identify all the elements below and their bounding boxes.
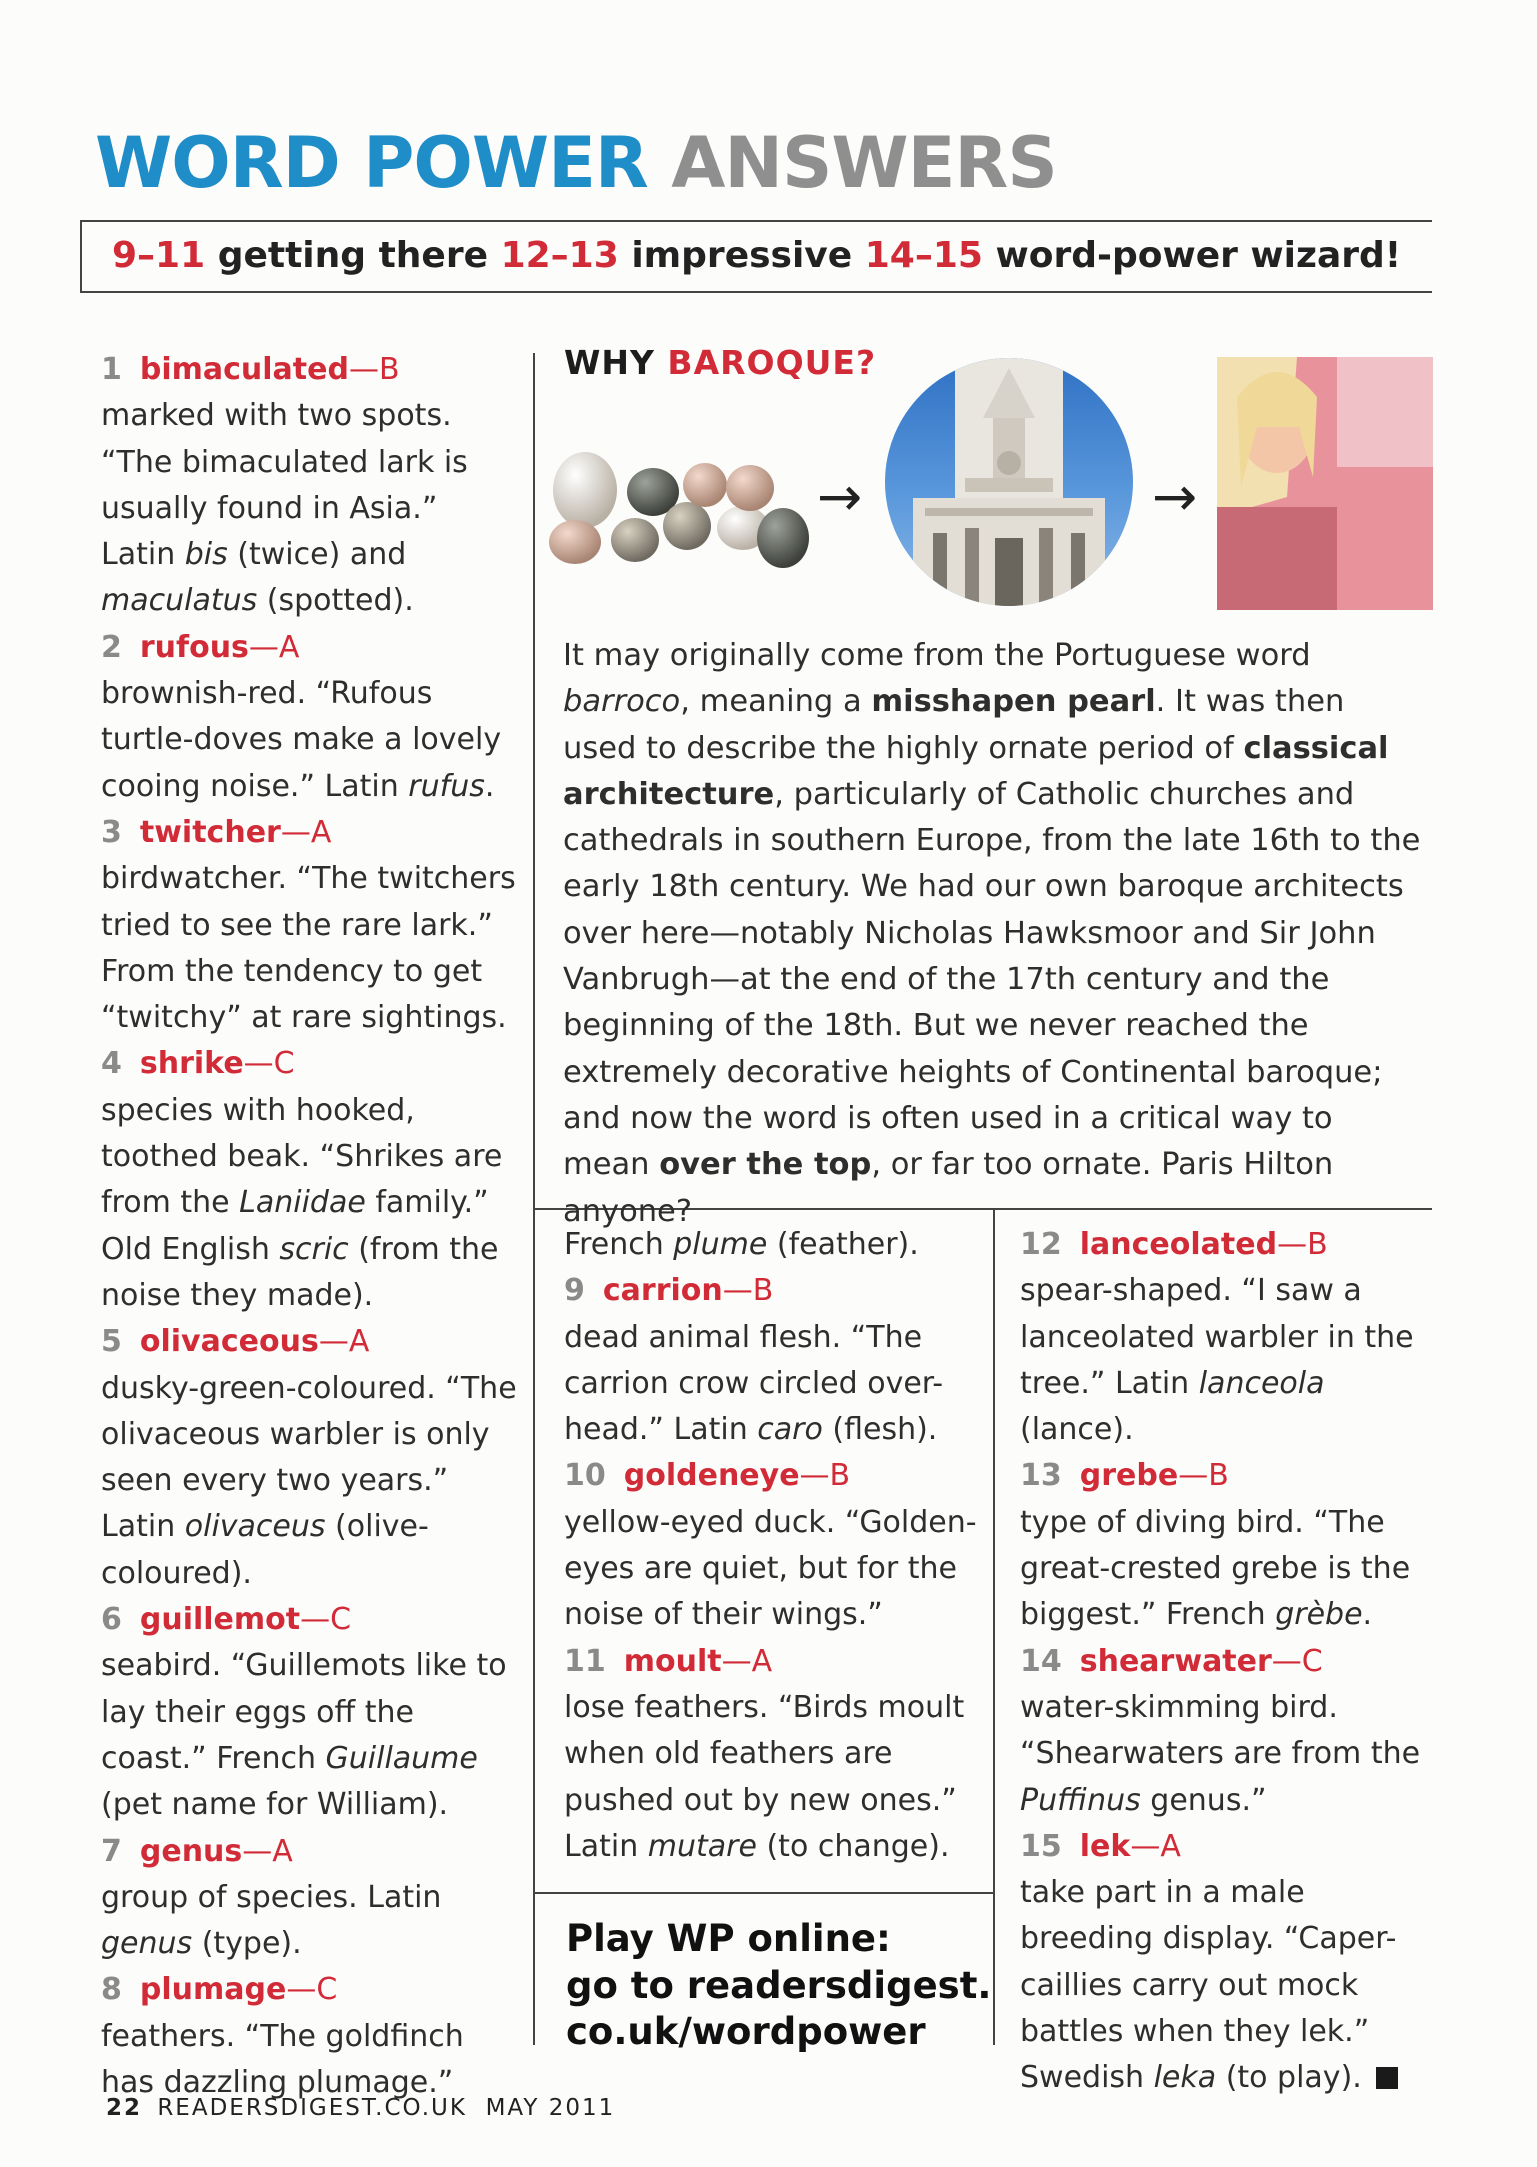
answer-entry: 5 olivaceous—A dusky-green-coloured. “The olivaceous warbler is only seen every two years.” Latin olivaceus (olive-coloured). <box>101 1319 521 1597</box>
entry-answer: B <box>378 352 400 387</box>
entry-definition-continued: French plume (feather). <box>564 1227 919 1262</box>
wordpower-link[interactable]: go to readersdigest. co.uk/wordpower <box>566 1963 992 2053</box>
entry-number: 1 <box>101 352 122 387</box>
entry-answer: A <box>348 1324 370 1360</box>
why-baroque-body: It may originally come from the Portuguese word barroco, meaning a misshapen pearl. It was then used to describe the highly ornate period of classical architecture, particularly of Catholic churches and cathedrals in southern Europe, from the late 16th to the early 18th century. We had our own baroque architects over here—notably Nicholas Hawksmoor and Sir John Vanbrugh—at the end of the 17th century and the beginning of the 18th. But we never reached the extremely decorative heights of Continental baroque; and now the word is often used in a critical way to mean over the top, or far too ornate. Paris Hilton anyone? <box>563 638 1421 1229</box>
entry-number: 3 <box>101 814 122 850</box>
entry-word: goldeneye <box>623 1458 800 1494</box>
score-range: 9–11 <box>112 235 206 276</box>
entry-word: lanceolated <box>1079 1227 1278 1262</box>
entry-definition: spear-shaped. “I saw a lanceolated warbler in the tree.” Latin lanceola (lance). <box>1020 1273 1414 1448</box>
entry-definition: yellow-eyed duck. “Golden-eyes are quiet, but for the noise of their wings.” <box>564 1504 977 1633</box>
answer-entry: 8 plumage—C feathers. “The goldfinch has dazzling plumage.” <box>101 1967 521 2106</box>
score-label: word-power wizard! <box>995 235 1402 276</box>
answer-entry: 3 twitcher—A birdwatcher. “The twitchers tried to see the rare lark.” From the tendency to get “twitchy” at rare sightings. <box>101 810 521 1041</box>
entry-definition: dead animal flesh. “The carrion crow circled over-head.” Latin caro (flesh). <box>564 1319 944 1448</box>
entry-number: 7 <box>101 1833 122 1869</box>
answer-entry: 1 bimaculated—B marked with two spots. “The bimaculated lark is usually found in Asia.” Latin bis (twice) and maculatus (spotted). <box>101 347 521 625</box>
entry-answer: B <box>829 1458 851 1494</box>
entry-answer: C <box>1301 1643 1323 1679</box>
entry-definition: water-skimming bird. “Shearwaters are from the Puffinus genus.” <box>1020 1689 1421 1818</box>
play-online-promo: Play WP online: go to readersdigest. co.uk/wordpower <box>566 1916 991 2056</box>
score-label: getting there <box>217 235 489 276</box>
answer-entry: 13 grebe—B type of diving bird. “The great-crested grebe is the biggest.” French grèbe. <box>1020 1453 1435 1638</box>
entry-answer: A <box>272 1833 293 1869</box>
entry-definition: group of species. Latin genus (type). <box>101 1879 442 1962</box>
column-divider <box>993 1208 995 2045</box>
entry-word: guillemot <box>139 1602 301 1638</box>
page-footer <box>106 2095 615 2121</box>
entry-number: 2 <box>101 629 122 665</box>
answer-entry: 12 lanceolated—B spear-shaped. “I saw a lanceolated warbler in the tree.” Latin lanceola (lance). <box>1020 1222 1435 1453</box>
answer-entry: 2 rufous—A brownish-red. “Rufous turtle-doves make a lovely cooing noise.” Latin rufus. <box>101 625 521 810</box>
entry-answer: B <box>1208 1458 1229 1494</box>
end-mark-icon <box>1376 2067 1398 2089</box>
entry-number: 11 <box>564 1643 606 1679</box>
score-label: impressive <box>631 235 853 276</box>
pearls-image <box>545 430 810 580</box>
entry-number: 4 <box>101 1046 122 1082</box>
arrow-icon: → <box>1152 465 1198 528</box>
entry-answer: A <box>310 814 332 850</box>
page-title <box>95 122 1057 204</box>
entry-answer: C <box>316 1972 338 2008</box>
entry-definition: lose feathers. “Birds moult when old feathers are pushed out by new ones.” Latin mutare (to change). <box>564 1689 965 1864</box>
entry-definition: marked with two spots. “The bimaculated lark is usually found in Asia.” Latin bis (twice) and maculatus (spotted). <box>101 398 468 619</box>
entry-number: 15 <box>1020 1828 1062 1864</box>
entry-word: shearwater <box>1079 1643 1272 1679</box>
answer-entry: 11 moult—A lose feathers. “Birds moult when old feathers are pushed out by new ones.” Latin mutare (to change). <box>564 1639 984 1870</box>
answer-entry: 4 shrike—C species with hooked, toothed beak. “Shrikes are from the Laniidae family.” Old English scric (from the noise they made). <box>101 1041 521 1319</box>
answer-entry: 10 goldeneye—B yellow-eyed duck. “Golden-eyes are quiet, but for the noise of their wings.” <box>564 1453 984 1638</box>
score-range: 12–13 <box>500 235 619 276</box>
entry-word: lek <box>1079 1828 1131 1864</box>
entry-answer: A <box>1160 1828 1181 1864</box>
title-word-power: WORD POWER <box>95 122 648 204</box>
entry-definition: dusky-green-coloured. “The olivaceous warbler is only seen every two years.” Latin olivaceus (olive-coloured). <box>101 1370 517 1591</box>
entry-word: olivaceous <box>139 1324 319 1360</box>
answer-entry: 6 guillemot—C seabird. “Guillemots like to lay their eggs off the coast.” French Guillaume (pet name for William). <box>101 1597 521 1828</box>
entry-definition: species with hooked, toothed beak. “Shrikes are from the Laniidae family.” Old English scric (from the noise they made). <box>101 1092 503 1313</box>
entry-number: 8 <box>101 1972 122 2008</box>
entry-number: 14 <box>1020 1643 1062 1679</box>
entry-answer: C <box>330 1602 352 1638</box>
entry-word: genus <box>139 1833 243 1869</box>
score-bar <box>80 220 1432 293</box>
entry-answer: B <box>1307 1227 1328 1262</box>
entry-word: bimaculated <box>139 352 349 387</box>
entry-definition: feathers. “The goldfinch has dazzling plumage.” <box>101 2018 464 2100</box>
entry-word: plumage <box>139 1972 287 2008</box>
entry-definition: take part in a male breeding display. “Caper-caillies carry out mock battles when they lek.” Swedish leka (to play). <box>1020 1875 1397 2096</box>
answer-entry: 7 genus—A group of species. Latin genus (type). <box>101 1829 521 1968</box>
entry-word: carrion <box>602 1273 723 1309</box>
page-number: 22 <box>106 2095 143 2121</box>
answers-column-left <box>101 347 521 2106</box>
entry-word: twitcher <box>139 814 281 850</box>
footer-site: READERSDIGEST.CO.UK <box>157 2095 467 2121</box>
entry-number: 12 <box>1020 1227 1062 1262</box>
entry-answer: B <box>752 1273 774 1309</box>
entry-definition: type of diving bird. “The great-crested grebe is the biggest.” French grèbe. <box>1020 1504 1411 1633</box>
column-divider <box>533 353 535 2045</box>
baroque-church-image <box>885 358 1133 606</box>
score-range: 14–15 <box>864 235 983 276</box>
answer-entry: 9 carrion—B dead animal flesh. “The carrion crow circled over-head.” Latin caro (flesh). <box>564 1268 984 1453</box>
entry-answer: C <box>273 1046 295 1082</box>
answers-column-middle <box>564 1222 984 1870</box>
entry-number: 9 <box>564 1273 585 1309</box>
section-divider <box>533 1892 993 1894</box>
entry-word: rufous <box>139 629 249 665</box>
entry-number: 10 <box>564 1458 606 1494</box>
entry-definition: seabird. “Guillemots like to lay their eggs off the coast.” French Guillaume (pet name for William). <box>101 1648 507 1823</box>
entry-answer: A <box>751 1643 773 1679</box>
entry-definition: brownish-red. “Rufous turtle-doves make a lovely cooing noise.” Latin rufus. <box>101 676 502 804</box>
title-answers: ANSWERS <box>671 122 1057 204</box>
entry-word: moult <box>623 1643 722 1679</box>
why-baroque-heading: WHY BAROQUE? <box>564 343 877 382</box>
entry-number: 13 <box>1020 1458 1062 1494</box>
entry-word: shrike <box>139 1046 244 1082</box>
arrow-icon: → <box>817 465 863 528</box>
footer-date: MAY 2011 <box>485 2095 616 2121</box>
entry-definition: birdwatcher. “The twitchers tried to see the rare lark.” From the tendency to get “twitchy” at rare sightings. <box>101 861 516 1036</box>
answers-column-right <box>1020 1222 1435 2102</box>
entry-word: grebe <box>1079 1458 1179 1494</box>
answer-entry: 14 shearwater—C water-skimming bird. “Shearwaters are from the Puffinus genus.” <box>1020 1639 1435 1824</box>
paris-hilton-photo <box>1217 357 1433 610</box>
entry-number: 6 <box>101 1602 122 1638</box>
entry-answer: A <box>278 629 300 665</box>
answer-entry: 15 lek—A take part in a male breeding display. “Caper-caillies carry out mock battles when they lek.” Swedish leka (to play). <box>1020 1824 1435 2102</box>
entry-number: 5 <box>101 1324 122 1360</box>
